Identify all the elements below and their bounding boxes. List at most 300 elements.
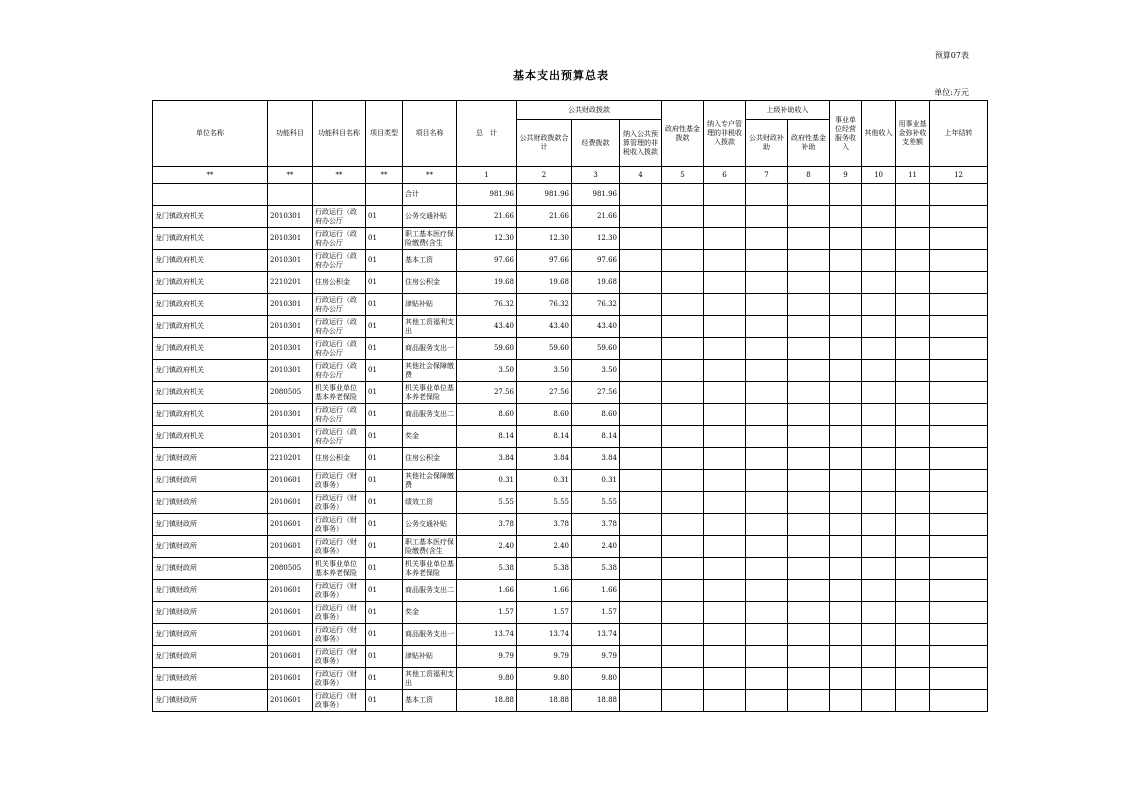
empty-cell <box>896 646 930 668</box>
empty-cell <box>896 536 930 558</box>
func-code-cell: 2080505 <box>268 558 313 580</box>
empty-cell <box>830 602 862 624</box>
table-row <box>153 668 988 690</box>
proj-name-cell-text: 公务交通补贴 <box>405 520 447 528</box>
proj-type-cell: 01 <box>366 426 403 448</box>
empty-cell <box>746 514 788 536</box>
funding-cell: 8.60 <box>572 404 620 426</box>
func-name-cell-text: 行政运行（财政事务） <box>315 669 357 687</box>
proj-type-cell: 01 <box>366 668 403 690</box>
proj-type-cell: 01 <box>366 382 403 404</box>
empty-cell <box>620 690 662 712</box>
empty-cell <box>620 228 662 250</box>
func-name-cell <box>313 228 366 250</box>
empty-cell <box>830 338 862 360</box>
unit-name-cell: 龙门镇政府机关 <box>153 294 268 316</box>
cell <box>746 184 788 206</box>
header-func-name: 功能科目名称 <box>313 101 366 167</box>
empty-cell <box>830 250 862 272</box>
empty-cell <box>830 580 862 602</box>
func-name-cell-text: 行政运行（政府办公厅 <box>315 295 357 313</box>
proj-name-cell-text: 奖金 <box>405 432 419 440</box>
table-row <box>153 492 988 514</box>
func-name-cell <box>313 690 366 712</box>
empty-cell <box>662 338 704 360</box>
empty-cell <box>746 206 788 228</box>
table-row <box>153 360 988 382</box>
func-name-cell-text: 行政运行（财政事务） <box>315 537 357 555</box>
empty-cell <box>788 580 830 602</box>
empty-cell <box>862 250 896 272</box>
empty-cell <box>662 272 704 294</box>
func-name-cell <box>313 514 366 536</box>
empty-cell <box>896 514 930 536</box>
index-cell: ** <box>153 167 268 184</box>
unit-name-cell: 龙门镇财政所 <box>153 668 268 690</box>
proj-name-cell-text: 其他社会保障缴费 <box>405 471 454 489</box>
empty-cell <box>930 360 988 382</box>
empty-cell <box>704 470 746 492</box>
empty-cell <box>862 316 896 338</box>
header-other-income: 其他收入 <box>862 101 896 167</box>
proj-name-cell <box>403 646 457 668</box>
proj-name-cell <box>403 668 457 690</box>
funding-cell: 1.66 <box>572 580 620 602</box>
proj-type-cell: 01 <box>366 272 403 294</box>
func-code-cell: 2010301 <box>268 404 313 426</box>
func-name-cell <box>313 360 366 382</box>
cell <box>662 184 704 206</box>
index-cell: 8 <box>788 167 830 184</box>
empty-cell <box>662 404 704 426</box>
func-name-cell <box>313 536 366 558</box>
empty-cell <box>788 690 830 712</box>
empty-cell <box>746 492 788 514</box>
empty-cell <box>746 646 788 668</box>
unit-name-cell: 龙门镇政府机关 <box>153 404 268 426</box>
func-name-cell-text: 行政运行（财政事务） <box>315 471 357 489</box>
empty-cell <box>620 558 662 580</box>
funding-cell: 5.38 <box>572 558 620 580</box>
total-amount: 981.96 <box>457 184 517 206</box>
proj-name-cell-text: 津贴补贴 <box>405 300 433 308</box>
total-cell: 59.60 <box>457 338 517 360</box>
proj-name-cell-text: 基本工资 <box>405 696 433 704</box>
header-public-finance: 公共财政拨款 <box>517 101 662 120</box>
proj-name-cell-text: 绩效工资 <box>405 498 433 506</box>
empty-cell <box>662 206 704 228</box>
total-cell: 12.30 <box>457 228 517 250</box>
proj-name-cell-text: 机关事业单位基本养老保险 <box>405 559 454 577</box>
index-cell: ** <box>313 167 366 184</box>
cell <box>788 184 830 206</box>
proj-type-cell: 01 <box>366 360 403 382</box>
public-finance-sum-cell: 5.55 <box>517 492 572 514</box>
empty-cell <box>662 316 704 338</box>
index-cell: 6 <box>704 167 746 184</box>
func-name-cell-text: 行政运行（政府办公厅 <box>315 317 357 335</box>
empty-cell <box>830 206 862 228</box>
proj-name-cell <box>403 294 457 316</box>
func-name-cell <box>313 624 366 646</box>
func-name-cell <box>313 602 366 624</box>
public-finance-sum-cell: 12.30 <box>517 228 572 250</box>
func-name-cell <box>313 206 366 228</box>
empty-cell <box>662 492 704 514</box>
proj-name-cell-text: 其他工资福利支出 <box>405 669 454 687</box>
func-name-cell-text: 行政运行（财政事务） <box>315 581 357 599</box>
proj-type-cell: 01 <box>366 536 403 558</box>
func-name-cell-text: 行政运行（政府办公厅 <box>315 361 357 379</box>
func-name-cell <box>313 294 366 316</box>
empty-cell <box>620 514 662 536</box>
index-cell: 9 <box>830 167 862 184</box>
total-label: 合计 <box>403 184 457 206</box>
funding-cell: 59.60 <box>572 338 620 360</box>
empty-cell <box>788 558 830 580</box>
empty-cell <box>704 536 746 558</box>
empty-cell <box>788 536 830 558</box>
empty-cell <box>788 360 830 382</box>
empty-cell <box>930 448 988 470</box>
public-finance-sum-cell: 27.56 <box>517 382 572 404</box>
empty-cell <box>788 426 830 448</box>
empty-cell <box>896 426 930 448</box>
proj-name-cell <box>403 492 457 514</box>
total-cell: 43.40 <box>457 316 517 338</box>
cell <box>704 184 746 206</box>
empty-cell <box>862 514 896 536</box>
empty-cell <box>896 558 930 580</box>
empty-cell <box>896 404 930 426</box>
empty-cell <box>930 404 988 426</box>
func-name-cell <box>313 426 366 448</box>
public-finance-sum-cell: 9.79 <box>517 646 572 668</box>
unit-name-cell: 龙门镇财政所 <box>153 602 268 624</box>
empty-cell <box>788 272 830 294</box>
empty-cell <box>930 514 988 536</box>
unit-name-cell: 龙门镇政府机关 <box>153 228 268 250</box>
func-name-cell <box>313 316 366 338</box>
empty-cell <box>788 338 830 360</box>
proj-name-cell <box>403 206 457 228</box>
funding-cell: 18.88 <box>572 690 620 712</box>
empty-cell <box>746 580 788 602</box>
proj-name-cell <box>403 690 457 712</box>
empty-cell <box>930 272 988 294</box>
empty-cell <box>862 448 896 470</box>
cell <box>153 184 268 206</box>
empty-cell <box>620 404 662 426</box>
empty-cell <box>862 338 896 360</box>
func-name-cell-text: 机关事业单位基本养老保险 <box>315 383 357 401</box>
total-cell: 3.50 <box>457 360 517 382</box>
cell <box>620 184 662 206</box>
empty-cell <box>830 316 862 338</box>
funding-cell: 3.50 <box>572 360 620 382</box>
func-name-cell <box>313 558 366 580</box>
empty-cell <box>746 404 788 426</box>
header-last-year: 上年结转 <box>930 101 988 167</box>
public-finance-sum-cell: 1.66 <box>517 580 572 602</box>
empty-cell <box>620 206 662 228</box>
proj-type-cell: 01 <box>366 558 403 580</box>
func-name-cell-text: 行政运行（财政事务） <box>315 493 357 511</box>
total-row <box>153 184 988 206</box>
budget-table <box>152 100 988 712</box>
empty-cell <box>788 228 830 250</box>
empty-cell <box>830 272 862 294</box>
func-name-cell <box>313 272 366 294</box>
empty-cell <box>830 448 862 470</box>
empty-cell <box>704 624 746 646</box>
empty-cell <box>896 624 930 646</box>
empty-cell <box>930 426 988 448</box>
cell <box>930 184 988 206</box>
empty-cell <box>930 338 988 360</box>
empty-cell <box>930 536 988 558</box>
func-name-cell-text: 住房公积金 <box>315 454 350 462</box>
empty-cell <box>704 382 746 404</box>
empty-cell <box>930 316 988 338</box>
empty-cell <box>930 668 988 690</box>
empty-cell <box>746 558 788 580</box>
total-cell: 97.66 <box>457 250 517 272</box>
table-row <box>153 580 988 602</box>
public-finance-sum-cell: 1.57 <box>517 602 572 624</box>
unit-name-cell: 龙门镇财政所 <box>153 646 268 668</box>
func-name-cell <box>313 580 366 602</box>
empty-cell <box>862 492 896 514</box>
index-cell: 1 <box>457 167 517 184</box>
empty-cell <box>896 338 930 360</box>
table-row <box>153 250 988 272</box>
empty-cell <box>746 668 788 690</box>
empty-cell <box>830 690 862 712</box>
empty-cell <box>896 602 930 624</box>
total-cell: 3.84 <box>457 448 517 470</box>
empty-cell <box>896 448 930 470</box>
proj-name-cell-text: 其他工资福利支出 <box>405 317 454 335</box>
empty-cell <box>930 646 988 668</box>
proj-type-cell: 01 <box>366 514 403 536</box>
public-finance-sum-cell: 13.74 <box>517 624 572 646</box>
func-code-cell: 2010601 <box>268 514 313 536</box>
empty-cell <box>896 316 930 338</box>
index-cell: ** <box>403 167 457 184</box>
proj-name-cell <box>403 338 457 360</box>
empty-cell <box>704 514 746 536</box>
empty-cell <box>930 382 988 404</box>
unit-name-cell: 龙门镇财政所 <box>153 624 268 646</box>
proj-type-cell: 01 <box>366 228 403 250</box>
func-code-cell: 2010601 <box>268 690 313 712</box>
func-name-cell <box>313 668 366 690</box>
func-code-cell: 2010601 <box>268 470 313 492</box>
table-row <box>153 514 988 536</box>
empty-cell <box>746 294 788 316</box>
public-finance-sum-cell: 3.84 <box>517 448 572 470</box>
proj-type-cell: 01 <box>366 250 403 272</box>
func-code-cell: 2010601 <box>268 668 313 690</box>
form-number-label: 预算07表 <box>934 51 969 60</box>
table-row <box>153 316 988 338</box>
proj-name-cell-text: 住房公积金 <box>405 278 440 286</box>
table-row <box>153 624 988 646</box>
funding-cell: 9.80 <box>572 668 620 690</box>
funding-cell: 97.66 <box>572 250 620 272</box>
header-public-subsidy: 公共财政补助 <box>746 120 788 167</box>
proj-name-cell <box>403 382 457 404</box>
header-non-tax: 纳入公共预算管理的非税收入拨款 <box>620 120 662 167</box>
empty-cell <box>704 492 746 514</box>
func-name-cell-text: 行政运行（财政事务） <box>315 515 357 533</box>
empty-cell <box>788 668 830 690</box>
empty-cell <box>620 360 662 382</box>
empty-cell <box>746 338 788 360</box>
proj-name-cell <box>403 580 457 602</box>
empty-cell <box>862 580 896 602</box>
func-name-cell-text: 行政运行（政府办公厅 <box>315 251 357 269</box>
empty-cell <box>662 228 704 250</box>
unit-name-cell: 龙门镇政府机关 <box>153 382 268 404</box>
empty-cell <box>896 690 930 712</box>
proj-name-cell <box>403 624 457 646</box>
table-row <box>153 646 988 668</box>
proj-name-cell-text: 住房公积金 <box>405 454 440 462</box>
func-code-cell: 2010301 <box>268 206 313 228</box>
empty-cell <box>620 272 662 294</box>
index-cell: 12 <box>930 167 988 184</box>
empty-cell <box>662 294 704 316</box>
unit-name-cell: 龙门镇政府机关 <box>153 338 268 360</box>
empty-cell <box>704 690 746 712</box>
func-code-cell: 2010601 <box>268 580 313 602</box>
unit-name-cell: 龙门镇财政所 <box>153 448 268 470</box>
unit-label: 单位:万元 <box>934 88 969 97</box>
empty-cell <box>662 602 704 624</box>
header-gov-fund: 政府性基金拨款 <box>662 101 704 167</box>
empty-cell <box>746 602 788 624</box>
funding-cell: 12.30 <box>572 228 620 250</box>
empty-cell <box>788 646 830 668</box>
empty-cell <box>662 624 704 646</box>
empty-cell <box>746 316 788 338</box>
public-finance-sum-cell: 8.60 <box>517 404 572 426</box>
empty-cell <box>704 294 746 316</box>
proj-name-cell <box>403 272 457 294</box>
header-business-fund: 用事业基金弥补收支差额 <box>896 101 930 167</box>
empty-cell <box>746 250 788 272</box>
empty-cell <box>746 360 788 382</box>
func-name-cell-text: 行政运行（财政事务） <box>315 647 357 665</box>
funding-cell: 43.40 <box>572 316 620 338</box>
index-cell: 2 <box>517 167 572 184</box>
func-name-cell <box>313 470 366 492</box>
proj-name-cell <box>403 602 457 624</box>
funding-cell: 13.74 <box>572 624 620 646</box>
public-finance-sum-cell: 59.60 <box>517 338 572 360</box>
empty-cell <box>830 294 862 316</box>
empty-cell <box>788 448 830 470</box>
proj-name-cell-text: 商品服务支出二 <box>405 410 454 418</box>
table-row <box>153 558 988 580</box>
header-special-non-tax: 纳入专户管理的非税收入拨款 <box>704 101 746 167</box>
func-code-cell: 2010601 <box>268 646 313 668</box>
total-cell: 19.68 <box>457 272 517 294</box>
func-name-cell-text: 行政运行（财政事务） <box>315 603 357 621</box>
proj-name-cell-text: 奖金 <box>405 608 419 616</box>
total-cell: 1.66 <box>457 580 517 602</box>
empty-cell <box>662 558 704 580</box>
func-code-cell: 2010301 <box>268 294 313 316</box>
index-cell: 4 <box>620 167 662 184</box>
func-name-cell <box>313 492 366 514</box>
empty-cell <box>896 250 930 272</box>
empty-cell <box>862 646 896 668</box>
header-public-finance-sum: 公共财政拨款合计 <box>517 120 572 167</box>
empty-cell <box>704 580 746 602</box>
empty-cell <box>620 492 662 514</box>
cell <box>366 184 403 206</box>
proj-type-cell: 01 <box>366 316 403 338</box>
unit-name-cell: 龙门镇政府机关 <box>153 426 268 448</box>
empty-cell <box>930 294 988 316</box>
table-row <box>153 448 988 470</box>
proj-name-cell-text: 机关事业单位基本养老保险 <box>405 383 454 401</box>
proj-name-cell <box>403 404 457 426</box>
public-finance-sum-cell: 9.80 <box>517 668 572 690</box>
empty-cell <box>662 382 704 404</box>
empty-cell <box>788 250 830 272</box>
funding-cell: 76.32 <box>572 294 620 316</box>
empty-cell <box>662 426 704 448</box>
proj-name-cell-text: 商品服务支出一 <box>405 630 454 638</box>
proj-type-cell: 01 <box>366 206 403 228</box>
empty-cell <box>620 448 662 470</box>
empty-cell <box>862 536 896 558</box>
total-cell: 27.56 <box>457 382 517 404</box>
public-finance-sum-cell: 43.40 <box>517 316 572 338</box>
func-name-cell-text: 行政运行（政府办公厅 <box>315 427 357 445</box>
cell <box>896 184 930 206</box>
empty-cell <box>620 426 662 448</box>
table-row <box>153 294 988 316</box>
func-name-cell <box>313 382 366 404</box>
cell <box>862 184 896 206</box>
func-name-cell-text: 机关事业单位基本养老保险 <box>315 559 357 577</box>
proj-type-cell: 01 <box>366 602 403 624</box>
empty-cell <box>788 602 830 624</box>
empty-cell <box>746 470 788 492</box>
empty-cell <box>830 426 862 448</box>
funding-cell: 1.57 <box>572 602 620 624</box>
empty-cell <box>896 470 930 492</box>
total-cell: 5.55 <box>457 492 517 514</box>
page-title: 基本支出预算总表 <box>513 69 609 82</box>
funding-cell: 2.40 <box>572 536 620 558</box>
func-name-cell-text: 行政运行（政府办公厅 <box>315 405 357 423</box>
empty-cell <box>620 294 662 316</box>
empty-cell <box>830 492 862 514</box>
unit-name-cell: 龙门镇财政所 <box>153 470 268 492</box>
table-row <box>153 206 988 228</box>
table-row <box>153 536 988 558</box>
empty-cell <box>620 536 662 558</box>
empty-cell <box>746 690 788 712</box>
empty-cell <box>830 624 862 646</box>
empty-cell <box>930 228 988 250</box>
